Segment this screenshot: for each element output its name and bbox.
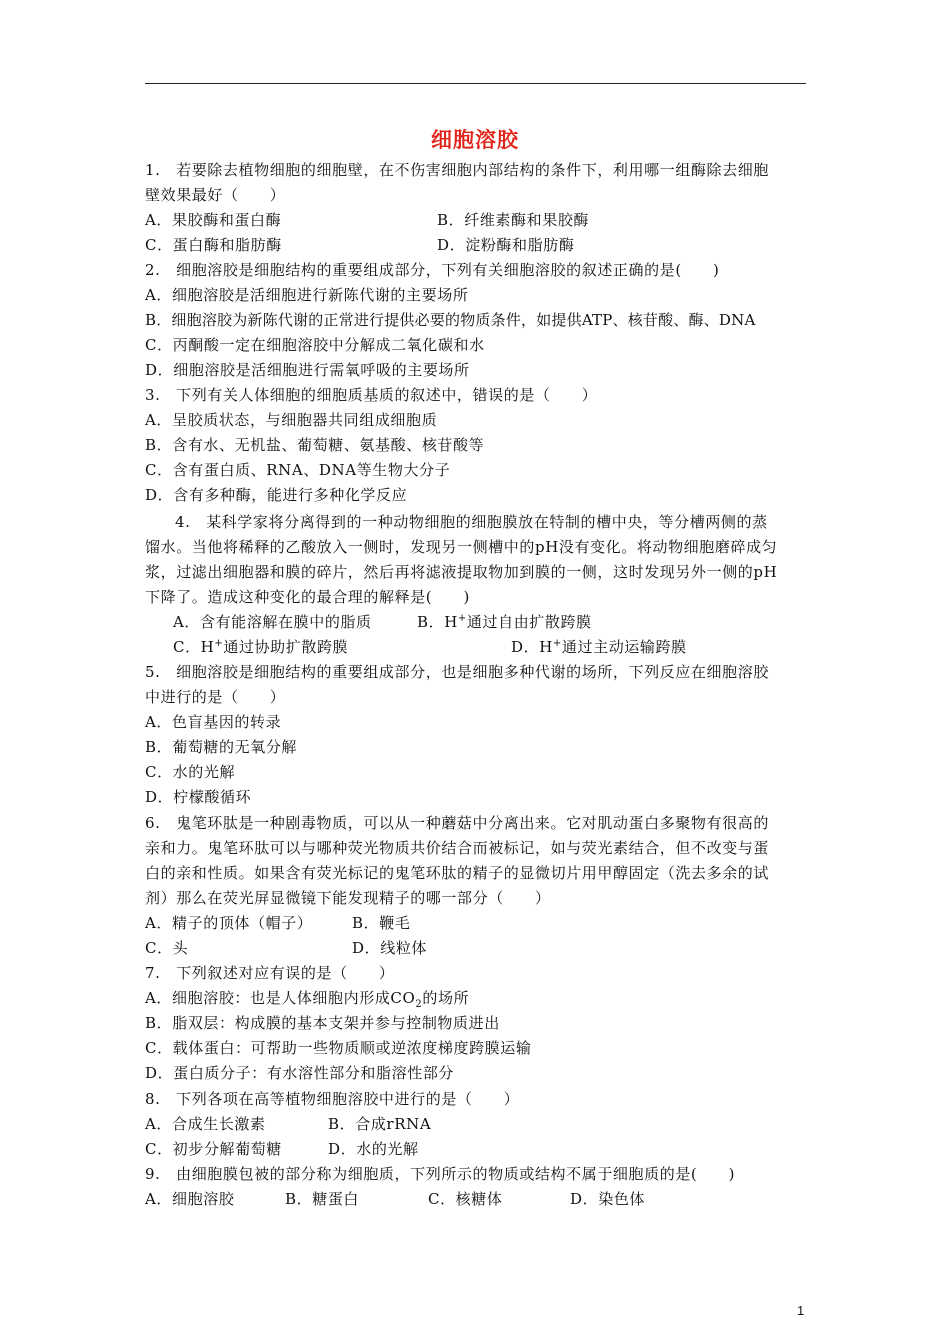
q2-stem: 2. 细胞溶胶是细胞结构的重要组成部分，下列有关细胞溶胶的叙述正确的是( )	[145, 261, 720, 279]
q7-option-d: D．蛋白质分子：有水溶性部分和脂溶性部分	[145, 1064, 455, 1082]
q4-stem-line-3: 浆，过滤出细胞器和膜的碎片，然后再将滤液提取物加到膜的一侧，这时发现另外一侧的pH	[145, 563, 778, 581]
q1-option-c: C．蛋白酶和脂肪酶	[145, 236, 282, 254]
q4-option-c-prefix: C．H	[173, 638, 215, 656]
q1-option-a: A．果胶酶和蛋白酶	[145, 211, 282, 229]
q7-stem: 7. 下列叙述对应有误的是（ ）	[145, 964, 395, 982]
q6-stem-line-4: 剂）那么在荧光屏显微镜下能发现精子的哪一部分（ ）	[145, 889, 551, 907]
q4-stem-line-4: 下降了。造成这种变化的最合理的解释是( )	[145, 588, 470, 606]
q7-option-b: B．脂双层：构成膜的基本支架并参与控制物质进出	[145, 1014, 500, 1032]
q5-option-c: C．水的光解	[145, 763, 236, 781]
q4-option-b-prefix: B．H	[417, 613, 458, 631]
q6-option-b: B．鞭毛	[352, 914, 411, 932]
q6-option-a: A．精子的顶体（帽子）	[145, 914, 313, 932]
q5-stem-line-2: 中进行的是（ ）	[145, 688, 286, 706]
q4-stem-line-1: 4. 某科学家将分离得到的一种动物细胞的细胞膜放在特制的槽中央，等分槽两侧的蒸	[175, 513, 768, 531]
q4-stem-line-2: 馏水。当他将稀释的乙酸放入一侧时，发现另一侧槽中的pH没有变化。将动物细胞磨碎成匀	[145, 538, 778, 556]
q5-stem-line-1: 5. 细胞溶胶是细胞结构的重要组成部分，也是细胞多种代谢的场所，下列反应在细胞溶胶	[145, 663, 769, 681]
q7-option-a-sub: 2	[415, 999, 423, 1010]
q4-option-a: A．含有能溶解在膜中的脂质	[173, 613, 372, 631]
q4-option-d	[511, 637, 687, 657]
q3-option-c: C．含有蛋白质、RNA、DNA等生物大分子	[145, 461, 451, 479]
q6-option-d: D．线粒体	[352, 939, 428, 957]
q4-option-d-sup: +	[552, 638, 562, 649]
q2-option-a: A．细胞溶胶是活细胞进行新陈代谢的主要场所	[145, 286, 469, 304]
q4-option-d-text: 通过主动运输跨膜	[561, 638, 687, 656]
q7-option-a	[145, 988, 810, 1008]
q7-option-c: C．载体蛋白：可帮助一些物质顺或逆浓度梯度跨膜运输	[145, 1039, 532, 1057]
q3-option-b: B．含有水、无机盐、葡萄糖、氨基酸、核苷酸等	[145, 436, 485, 454]
q9-option-b: B．糖蛋白	[285, 1190, 360, 1208]
q6-stem-line-1: 6. 鬼笔环肽是一种剧毒物质，可以从一种蘑菇中分离出来。它对肌动蛋白多聚物有很高的	[145, 814, 769, 832]
q5-option-a: A．色盲基因的转录	[145, 713, 282, 731]
q4-option-c	[173, 637, 348, 657]
q5-option-b: B．葡萄糖的无氧分解	[145, 738, 298, 756]
q9-option-c: C．核糖体	[428, 1190, 503, 1208]
q8-option-d: D．水的光解	[328, 1140, 419, 1158]
header-rule	[145, 83, 806, 84]
q7-option-a-text: A．细胞溶胶：也是人体细胞内形成CO	[145, 989, 416, 1007]
q2-option-b: B．细胞溶胶为新陈代谢的正常进行提供必要的物质条件，如提供ATP、核苷酸、酶、DNA	[145, 311, 756, 329]
q6-stem-line-2: 亲和力。鬼笔环肽可以与哪种荧光物质共价结合而被标记，如与荧光素结合，但不改变与蛋	[145, 839, 770, 857]
q6-option-c: C．头	[145, 939, 189, 957]
q8-option-c: C．初步分解葡萄糖	[145, 1140, 282, 1158]
page-title: 细胞溶胶	[431, 128, 519, 152]
q5-option-d: D．柠檬酸循环	[145, 788, 252, 806]
q4-option-d-prefix: D．H	[511, 638, 553, 656]
q9-option-a: A．细胞溶胶	[145, 1190, 235, 1208]
q3-option-d: D．含有多种酶，能进行多种化学反应	[145, 486, 408, 504]
q8-stem: 8. 下列各项在高等植物细胞溶胶中进行的是（ ）	[145, 1090, 520, 1108]
q8-option-b: B．合成rRNA	[328, 1115, 432, 1133]
q1-stem-line-1: 1. 若要除去植物细胞的细胞壁，在不伤害细胞内部结构的条件下，利用哪一组酶除去细胞	[145, 161, 769, 179]
q4-option-b-text: 通过自由扩散跨膜	[466, 613, 592, 631]
q9-option-d: D．染色体	[570, 1190, 646, 1208]
q9-stem: 9. 由细胞膜包被的部分称为细胞质，下列所示的物质或结构不属于细胞质的是( )	[145, 1165, 736, 1183]
q4-option-b-sup: +	[457, 613, 467, 624]
q4-option-c-text: 通过协助扩散跨膜	[223, 638, 349, 656]
q7-option-a-tail: 的场所	[422, 989, 470, 1007]
q1-option-b: B．纤维素酶和果胶酶	[437, 211, 590, 229]
page-number: 1	[797, 1303, 805, 1318]
q6-stem-line-3: 白的亲和性质。如果含有荧光标记的鬼笔环肽的精子的显微切片用甲醇固定（洗去多余的试	[145, 864, 770, 882]
q4-option-c-sup: +	[214, 638, 224, 649]
q1-stem-line-2: 壁效果最好（ ）	[145, 186, 286, 204]
q1-option-d: D．淀粉酶和脂肪酶	[437, 236, 575, 254]
q3-stem: 3. 下列有关人体细胞的细胞质基质的叙述中，错误的是（ ）	[145, 386, 598, 404]
q3-option-a: A．呈胶质状态，与细胞器共同组成细胞质	[145, 411, 438, 429]
q2-option-d: D．细胞溶胶是活细胞进行需氧呼吸的主要场所	[145, 361, 470, 379]
q2-option-c: C．丙酮酸一定在细胞溶胶中分解成二氧化碳和水	[145, 336, 485, 354]
q4-option-b	[417, 612, 592, 632]
q8-option-a: A．合成生长激素	[145, 1115, 266, 1133]
